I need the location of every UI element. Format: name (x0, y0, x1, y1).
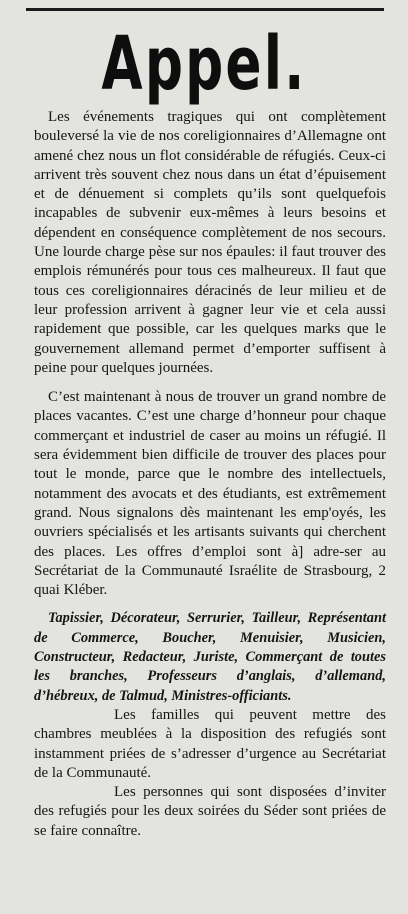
paragraph-seder: Les personnes qui sont disposées d’inviter des refugiés pour les deux soirées du Séder sont priées de se faire connaître. (34, 784, 386, 839)
professions-list: Tapissier, Décorateur, Serrurier, Tailleur, Représentant de Commerce, Boucher, Menuisier, Musicien, Constructeur, Redacteur, Juriste, Commerçant de toutes les branches, Professeurs d’anglais, d’allemand, d’hébreux, de Talmud, Ministres-officiants. (34, 610, 386, 704)
paragraph-vacancies: C’est maintenant à nous de trouver un grand nombre de places vacantes. C’est une charge d’honneur pour chaque commerçant et industriel de caser au moins un réfugié. Il sera évidemment bien difficile de trouver des places pour tout le monde, parce que le nombre des intellectuels, notamment des avocats et des étudiants, est extrêmement grand. Nous signalons dès maintenant les emp'oyés, les ouvriers spécialisés et les artisants suivants qui cherchent des places. Les offres d’emploi sont à] adre-ser au Secrétariat de la Communauté Israélite de Strasbourg, 2 quai Kléber. (34, 389, 386, 599)
paragraph-rooms: Les familles qui peuvent mettre des chambres meublées à la disposition des refugiés sont instamment priées de s’adresser d’urgence au Secrétariat de la Communauté. (34, 706, 386, 781)
top-rule (26, 8, 384, 11)
article-body (34, 108, 386, 841)
paragraph-intro: Les événements tragiques qui ont complètement bouleversé la vie de nos coreligionnaires d’Allemagne ont amené chez nous un flot considérable de réfugiés. Ceux-ci arrivent très souvent chez nous dans un état d’épuisement et de dénuement si complets qu’ils sont quelquefois incapables de subvenir eux-mêmes à leurs besoins et dépendent en conséquence complètement de nos secours. Une lourde charge pèse sur nos épaules: il faut trouver des emplois rémunérés pour tous ces malheureux. Il faut que tous ces coreligionnaires déracinés de leur milieu et de leur profession arrivent à gagner leur vie et cela aussi rapidement que possible, car les quelques marks que le gouvernement allemand permet d’emporter suffisent à peine pour quelques journées. (34, 109, 386, 376)
article-title: Appel. (101, 21, 307, 107)
paragraph-gap (34, 378, 386, 388)
